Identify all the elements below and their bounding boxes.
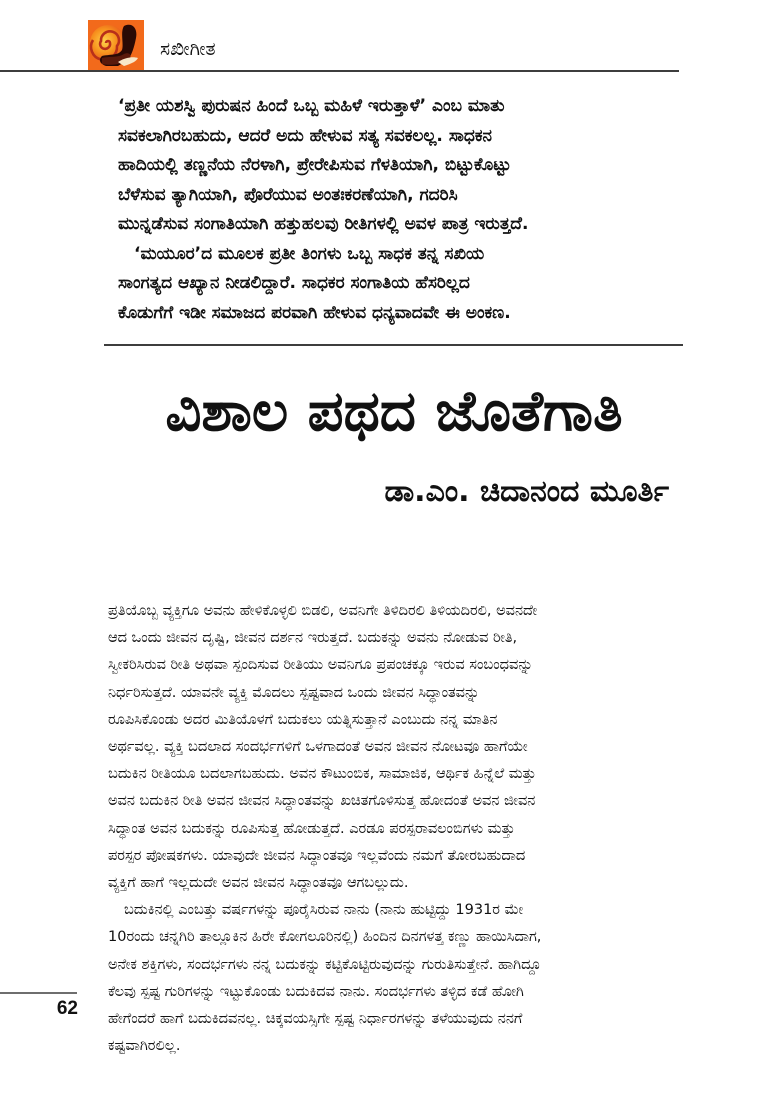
intro-paragraph: ‘ಮಯೂರ’ದ ಮೂಲಕ ಪ್ರತೀ ತಿಂಗಳು ಒಬ್ಬ ಸಾಧಕ ತನ್ನ ಸಖಿಯ ಸಾಂಗತ್ಯದ ಆಖ್ಯಾನ ನೀಡಲಿದ್ದಾರೆ. ಸಾಧಕರ ಸಂಗಾತಿಯ ಹೆಸರಿಲ್ಲದ ಕೊಡುಗೆಗೆ ಇಡೀ ಸಮಾಜದ ಪರವಾಗಿ ಹೇಳುವ ಧನ್ಯವಾದವೇ ಈ ಅಂಕಣ.	[118, 243, 511, 323]
intro-divider	[104, 344, 683, 346]
body-paragraph: ಬದುಕಿನಲ್ಲಿ ಎಂಬತ್ತು ವರ್ಷಗಳನ್ನು ಪೂರೈಸಿರುವ ನಾನು (ನಾನು ಹುಟ್ಟಿದ್ದು 1931ರ ಮೇ 10ರಂದು ಚನ್ನಗಿರಿ ತಾಲ್ಲೂಕಿನ ಹಿರೇ ಕೋಗಲೂರಿನಲ್ಲಿ) ಹಿಂದಿನ ದಿನಗಳತ್ತ ಕಣ್ಣು ಹಾಯಿಸಿದಾಗ, ಅನೇಕ ಶಕ್ತಿಗಳು, ಸಂದರ್ಭಗಳು ನನ್ನ ಬದುಕನ್ನು ಕಟ್ಟಿಕೊಟ್ಟಿರುವುದನ್ನು ಗುರುತಿಸುತ್ತೇನೆ. ಹಾಗಿದ್ದೂ ಕೆಲವು ಸ್ಪಷ್ಟ ಗುರಿಗಳನ್ನು ಇಟ್ಟುಕೊಂಡು ಬದುಕಿದವ ನಾನು. ಸಂದರ್ಭಗಳು ತಳ್ಳಿದ ಕಡೆ ಹೋಗಿ ಹೇಗೆಂದರೆ ಹಾಗೆ ಬದುಕಿದವನಲ್ಲ. ಚಿಕ್ಕವಯಸ್ಸಿಗೇ ಸ್ಪಷ್ಟ ನಿರ್ಧಾರಗಳನ್ನು ತಳೆಯುವುದು ನನಗೆ ಕಷ್ಟವಾಗಿರಲಿಲ್ಲ.	[108, 902, 542, 1055]
page-number: 62	[56, 998, 78, 1019]
intro-paragraph: ‘ಪ್ರತೀ ಯಶಸ್ವಿ ಪುರುಷನ ಹಿಂದೆ ಒಬ್ಬ ಮಹಿಳೆ ಇರುತ್ತಾಳೆ’ ಎಂಬ ಮಾತು ಸವಕಲಾಗಿರಬಹುದು, ಆದರೆ ಅದು ಹೇಳುವ ಸತ್ಯ ಸವಕಲಲ್ಲ. ಸಾಧಕನ ಹಾದಿಯಲ್ಲಿ ತಣ್ಣನೆಯ ನೆರಳಾಗಿ, ಪ್ರೇರೇಪಿಸುವ ಗೆಳತಿಯಾಗಿ, ಬಿಟ್ಟುಕೊಟ್ಟು ಬೆಳೆಸುವ ತ್ಯಾಗಿಯಾಗಿ, ಪೊರೆಯುವ ಅಂತಃಕರಣೆಯಾಗಿ, ಗದರಿಸಿ ಮುನ್ನಡೆಸುವ ಸಂಗಾತಿಯಾಗಿ ಹತ್ತುಹಲವು ರೀತಿಗಳಲ್ಲಿ ಅವಳ ಪಾತ್ರ ಇರುತ್ತದೆ.	[118, 96, 529, 234]
article-body	[108, 598, 680, 1060]
header-divider	[0, 70, 679, 72]
footer-divider	[0, 992, 77, 994]
intro-box	[118, 92, 678, 328]
article-title: ವಿಶಾಲ ಪಥದ ಜೊತೆಗಾತಿ	[165, 379, 623, 444]
snail-spiral-logo-icon	[88, 20, 144, 70]
article-author: ಡಾ.ಎಂ. ಚಿದಾನಂದ ಮೂರ್ತಿ	[384, 474, 669, 509]
page-header	[0, 0, 767, 72]
section-name: ಸಖೀಗೀತ	[160, 38, 216, 60]
body-paragraph: ಪ್ರತಿಯೊಬ್ಬ ವ್ಯಕ್ತಿಗೂ ಅವನು ಹೇಳಿಕೊಳ್ಳಲಿ ಬಿಡಲಿ, ಅವನಿಗೇ ತಿಳಿದಿರಲಿ ತಿಳಿಯದಿರಲಿ, ಅವನದೇ ಆದ ಒಂದು ಜೀವನ ದೃಷ್ಟಿ, ಜೀವನ ದರ್ಶನ ಇರುತ್ತದೆ. ಬದುಕನ್ನು ಅವನು ನೋಡುವ ರೀತಿ, ಸ್ವೀಕರಿಸಿರುವ ರೀತಿ ಅಥವಾ ಸ್ಪಂದಿಸುವ ರೀತಿಯು ಅವನಿಗೂ ಪ್ರಪಂಚಕ್ಕೂ ಇರುವ ಸಂಬಂಧವನ್ನು ನಿರ್ಧರಿಸುತ್ತದೆ. ಯಾವನೇ ವ್ಯಕ್ತಿ ಮೊದಲು ಸ್ಪಷ್ಟವಾದ ಒಂದು ಜೀವನ ಸಿದ್ಧಾಂತವನ್ನು ರೂಪಿಸಿಕೊಂಡು ಅದರ ಮಿತಿಯೊಳಗೆ ಬದುಕಲು ಯತ್ನಿಸುತ್ತಾನೆ ಎಂಬುದು ನನ್ನ ಮಾತಿನ ಅರ್ಥವಲ್ಲ. ವ್ಯಕ್ತಿ ಬದಲಾದ ಸಂದರ್ಭಗಳಿಗೆ ಒಳಗಾದಂತೆ ಅವನ ಜೀವನ ನೋಟವೂ ಹಾಗೆಯೇ ಬದುಕಿನ ರೀತಿಯೂ ಬದಲಾಗಬಹುದು. ಅವನ ಕೌಟುಂಬಿಕ, ಸಾಮಾಜಿಕ, ಆರ್ಥಿಕ ಹಿನ್ನೆಲೆ ಮತ್ತು ಅವನ ಬದುಕಿನ ರೀತಿ ಅವನ ಜೀವನ ಸಿದ್ಧಾಂತವನ್ನು ಖಚಿತಗೊಳಿಸುತ್ತ ಹೋದಂತೆ ಅವನ ಜೀವನ ಸಿದ್ಧಾಂತ ಅವನ ಬದುಕನ್ನು ರೂಪಿಸುತ್ತ ಹೋಡುತ್ತದೆ. ಎರಡೂ ಪರಸ್ಪರಾವಲಂಬಿಗಳು ಮತ್ತು ಪರಸ್ಪರ ಪೋಷಕಗಳು. ಯಾವುದೇ ಜೀವನ ಸಿದ್ಧಾಂತವೂ ಇಲ್ಲವೆಂದು ನಮಗೆ ತೋರಬಹುದಾದ ವ್ಯಕ್ತಿಗೆ ಹಾಗೆ ಇಲ್ಲದುದೇ ಅವನ ಜೀವನ ಸಿದ್ಧಾಂತವೂ ಆಗಬಲ್ಲುದು.	[108, 603, 538, 892]
